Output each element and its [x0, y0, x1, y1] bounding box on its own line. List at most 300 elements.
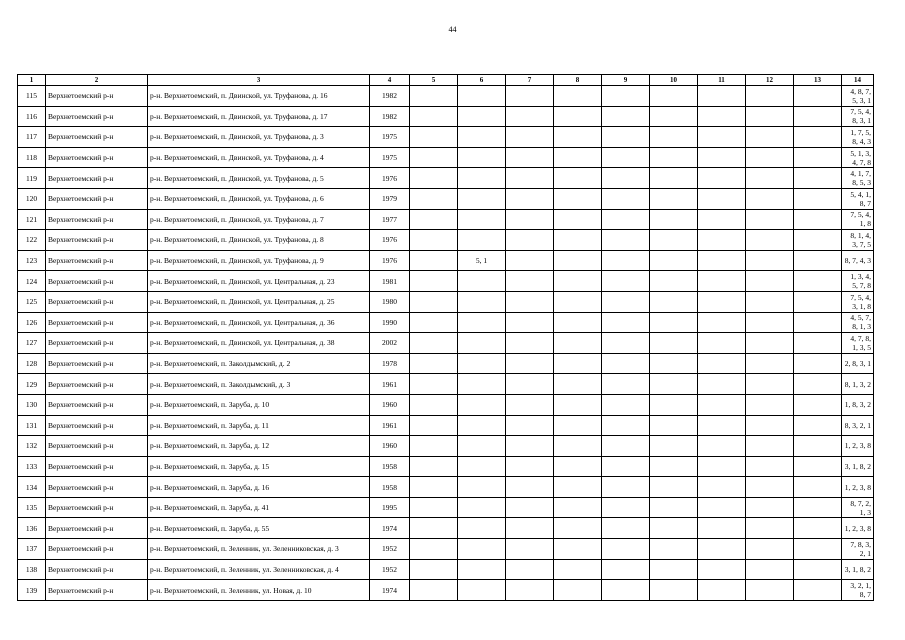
column-header-12: 12 [746, 75, 794, 86]
col7-cell [506, 147, 554, 168]
col9-cell [602, 168, 650, 189]
col5-cell [410, 147, 458, 168]
col12-cell [746, 415, 794, 436]
col8-cell [554, 271, 602, 292]
table-row [18, 127, 874, 148]
col13-cell [794, 415, 842, 436]
table-row [18, 580, 874, 601]
col13-cell [794, 147, 842, 168]
table-row [18, 415, 874, 436]
year-cell: 1952 [370, 539, 410, 560]
col7-cell [506, 188, 554, 209]
district-cell: Верхнетоемский р-н [46, 86, 148, 107]
col10-cell [650, 230, 698, 251]
district-cell: Верхнетоемский р-н [46, 415, 148, 436]
col7-cell [506, 291, 554, 312]
data-table [17, 74, 874, 601]
col10-cell [650, 333, 698, 354]
col11-cell [698, 456, 746, 477]
row-number-cell: 137 [18, 539, 46, 560]
col5-cell [410, 374, 458, 395]
col10-cell [650, 497, 698, 518]
row-number-cell: 128 [18, 353, 46, 374]
col6-cell [458, 415, 506, 436]
year-cell: 1974 [370, 580, 410, 601]
row-number-cell: 125 [18, 291, 46, 312]
col12-cell [746, 353, 794, 374]
district-cell: Верхнетоемский р-н [46, 106, 148, 127]
col9-cell [602, 539, 650, 560]
column-header-8: 8 [554, 75, 602, 86]
row-number-cell: 126 [18, 312, 46, 333]
col10-cell [650, 106, 698, 127]
col5-cell [410, 312, 458, 333]
column-header-9: 9 [602, 75, 650, 86]
district-cell: Верхнетоемский р-н [46, 559, 148, 580]
col11-cell [698, 580, 746, 601]
col11-cell [698, 374, 746, 395]
district-cell: Верхнетоемский р-н [46, 333, 148, 354]
row-number-cell: 118 [18, 147, 46, 168]
col14-cell: 1, 2, 3, 8 [842, 436, 874, 457]
col11-cell [698, 518, 746, 539]
col8-cell [554, 374, 602, 395]
row-number-cell: 130 [18, 394, 46, 415]
col12-cell [746, 209, 794, 230]
row-number-cell: 124 [18, 271, 46, 292]
col7-cell [506, 539, 554, 560]
col6-cell [458, 230, 506, 251]
col10-cell [650, 394, 698, 415]
column-header-14: 14 [842, 75, 874, 86]
col10-cell [650, 415, 698, 436]
address-cell: р-н. Верхнетоемский, п. Двинской, ул. Труфанова, д. 8 [148, 230, 370, 251]
col7-cell [506, 168, 554, 189]
col6-cell [458, 374, 506, 395]
col9-cell [602, 86, 650, 107]
district-cell: Верхнетоемский р-н [46, 353, 148, 374]
table-row [18, 250, 874, 271]
col6-cell [458, 106, 506, 127]
col11-cell [698, 415, 746, 436]
address-cell: р-н. Верхнетоемский, п. Заруба, д. 16 [148, 477, 370, 498]
col6-cell [458, 168, 506, 189]
table-row [18, 436, 874, 457]
col9-cell [602, 147, 650, 168]
district-cell: Верхнетоемский р-н [46, 374, 148, 395]
table-row [18, 353, 874, 374]
col14-cell: 8, 7, 4, 3 [842, 250, 874, 271]
table-row [18, 312, 874, 333]
address-cell: р-н. Верхнетоемский, п. Зеленник, ул. Зеленниковская, д. 4 [148, 559, 370, 580]
col14-cell: 7, 5, 4, 1, 8 [842, 209, 874, 230]
address-cell: р-н. Верхнетоемский, п. Зеленник, ул. Зеленниковская, д. 3 [148, 539, 370, 560]
col13-cell [794, 539, 842, 560]
col10-cell [650, 580, 698, 601]
col9-cell [602, 456, 650, 477]
col11-cell [698, 168, 746, 189]
district-cell: Верхнетоемский р-н [46, 394, 148, 415]
col9-cell [602, 312, 650, 333]
address-cell: р-н. Верхнетоемский, п. Заруба, д. 55 [148, 518, 370, 539]
col13-cell [794, 456, 842, 477]
col5-cell [410, 497, 458, 518]
col5-cell [410, 559, 458, 580]
year-cell: 1958 [370, 477, 410, 498]
row-number-cell: 129 [18, 374, 46, 395]
col14-cell: 4, 5, 7, 8, 1, 3 [842, 312, 874, 333]
col7-cell [506, 580, 554, 601]
col13-cell [794, 250, 842, 271]
address-cell: р-н. Верхнетоемский, п. Заруба, д. 12 [148, 436, 370, 457]
col9-cell [602, 209, 650, 230]
table-row [18, 497, 874, 518]
col13-cell [794, 477, 842, 498]
year-cell: 1961 [370, 415, 410, 436]
col8-cell [554, 312, 602, 333]
year-cell: 1952 [370, 559, 410, 580]
col11-cell [698, 559, 746, 580]
col12-cell [746, 168, 794, 189]
col13-cell [794, 106, 842, 127]
col12-cell [746, 127, 794, 148]
row-number-cell: 117 [18, 127, 46, 148]
col6-cell [458, 456, 506, 477]
col5-cell [410, 456, 458, 477]
col8-cell [554, 106, 602, 127]
col8-cell [554, 559, 602, 580]
col12-cell [746, 374, 794, 395]
district-cell: Верхнетоемский р-н [46, 168, 148, 189]
col10-cell [650, 518, 698, 539]
col13-cell [794, 394, 842, 415]
col13-cell [794, 580, 842, 601]
address-cell: р-н. Верхнетоемский, п. Двинской, ул. Труфанова, д. 5 [148, 168, 370, 189]
col8-cell [554, 333, 602, 354]
col5-cell [410, 333, 458, 354]
col7-cell [506, 333, 554, 354]
col7-cell [506, 497, 554, 518]
address-cell: р-н. Верхнетоемский, п. Двинской, ул. Труфанова, д. 9 [148, 250, 370, 271]
col11-cell [698, 497, 746, 518]
col6-cell [458, 353, 506, 374]
col7-cell [506, 559, 554, 580]
address-cell: р-н. Верхнетоемский, п. Заколдымский, д. 2 [148, 353, 370, 374]
col7-cell [506, 374, 554, 395]
col6-cell [458, 518, 506, 539]
col14-cell: 3, 1, 8, 2 [842, 456, 874, 477]
column-header-13: 13 [794, 75, 842, 86]
address-cell: р-н. Верхнетоемский, п. Двинской, ул. Труфанова, д. 6 [148, 188, 370, 209]
col13-cell [794, 168, 842, 189]
col11-cell [698, 106, 746, 127]
table-row [18, 456, 874, 477]
col5-cell [410, 209, 458, 230]
row-number-cell: 121 [18, 209, 46, 230]
year-cell: 1976 [370, 168, 410, 189]
column-header-5: 5 [410, 75, 458, 86]
col14-cell: 1, 8, 3, 2 [842, 394, 874, 415]
col13-cell [794, 518, 842, 539]
col5-cell [410, 518, 458, 539]
col6-cell [458, 580, 506, 601]
col5-cell [410, 230, 458, 251]
col12-cell [746, 106, 794, 127]
col5-cell [410, 477, 458, 498]
row-number-cell: 136 [18, 518, 46, 539]
row-number-cell: 135 [18, 497, 46, 518]
col11-cell [698, 86, 746, 107]
col12-cell [746, 394, 794, 415]
col13-cell [794, 333, 842, 354]
col8-cell [554, 86, 602, 107]
district-cell: Верхнетоемский р-н [46, 250, 148, 271]
year-cell: 1977 [370, 209, 410, 230]
col13-cell [794, 436, 842, 457]
col12-cell [746, 333, 794, 354]
col12-cell [746, 477, 794, 498]
column-header-4: 4 [370, 75, 410, 86]
row-number-cell: 131 [18, 415, 46, 436]
col8-cell [554, 415, 602, 436]
col12-cell [746, 497, 794, 518]
col5-cell [410, 106, 458, 127]
col7-cell [506, 106, 554, 127]
col8-cell [554, 477, 602, 498]
col13-cell [794, 353, 842, 374]
col12-cell [746, 230, 794, 251]
district-cell: Верхнетоемский р-н [46, 188, 148, 209]
col11-cell [698, 188, 746, 209]
table-row [18, 188, 874, 209]
col8-cell [554, 168, 602, 189]
row-number-cell: 138 [18, 559, 46, 580]
year-cell: 1958 [370, 456, 410, 477]
table-row [18, 147, 874, 168]
table-row [18, 230, 874, 251]
col14-cell: 4, 7, 8, 1, 3, 5 [842, 333, 874, 354]
year-cell: 1975 [370, 147, 410, 168]
col5-cell [410, 188, 458, 209]
col7-cell [506, 86, 554, 107]
district-cell: Верхнетоемский р-н [46, 230, 148, 251]
col8-cell [554, 539, 602, 560]
col8-cell [554, 250, 602, 271]
district-cell: Верхнетоемский р-н [46, 209, 148, 230]
col8-cell [554, 353, 602, 374]
col11-cell [698, 333, 746, 354]
year-cell: 1979 [370, 188, 410, 209]
year-cell: 2002 [370, 333, 410, 354]
col12-cell [746, 147, 794, 168]
col7-cell [506, 127, 554, 148]
col7-cell [506, 271, 554, 292]
district-cell: Верхнетоемский р-н [46, 456, 148, 477]
col13-cell [794, 559, 842, 580]
year-cell: 1975 [370, 127, 410, 148]
col11-cell [698, 147, 746, 168]
col7-cell [506, 436, 554, 457]
page-number: 44 [448, 25, 457, 34]
col8-cell [554, 147, 602, 168]
table-row [18, 86, 874, 107]
col8-cell [554, 580, 602, 601]
row-number-cell: 139 [18, 580, 46, 601]
table-row [18, 518, 874, 539]
column-header-2: 2 [46, 75, 148, 86]
column-header-10: 10 [650, 75, 698, 86]
table-row [18, 559, 874, 580]
col12-cell [746, 539, 794, 560]
table-row [18, 271, 874, 292]
col7-cell [506, 415, 554, 436]
row-number-cell: 123 [18, 250, 46, 271]
col8-cell [554, 188, 602, 209]
year-cell: 1978 [370, 353, 410, 374]
table-row [18, 209, 874, 230]
col8-cell [554, 394, 602, 415]
district-cell: Верхнетоемский р-н [46, 436, 148, 457]
table-row [18, 168, 874, 189]
col10-cell [650, 147, 698, 168]
col5-cell [410, 127, 458, 148]
col9-cell [602, 291, 650, 312]
col6-cell [458, 394, 506, 415]
district-cell: Верхнетоемский р-н [46, 312, 148, 333]
col13-cell [794, 127, 842, 148]
col10-cell [650, 271, 698, 292]
address-cell: р-н. Верхнетоемский, п. Двинской, ул. Труфанова, д. 3 [148, 127, 370, 148]
col8-cell [554, 518, 602, 539]
col9-cell [602, 497, 650, 518]
col6-cell [458, 209, 506, 230]
year-cell: 1982 [370, 106, 410, 127]
year-cell: 1960 [370, 394, 410, 415]
col9-cell [602, 106, 650, 127]
col14-cell: 5, 1, 3, 4, 7, 8 [842, 147, 874, 168]
col13-cell [794, 271, 842, 292]
col7-cell [506, 353, 554, 374]
address-cell: р-н. Верхнетоемский, п. Двинской, ул. Труфанова, д. 16 [148, 86, 370, 107]
col10-cell [650, 86, 698, 107]
col9-cell [602, 580, 650, 601]
col14-cell: 8, 1, 4, 3, 7, 5 [842, 230, 874, 251]
district-cell: Верхнетоемский р-н [46, 271, 148, 292]
row-number-cell: 122 [18, 230, 46, 251]
table-row [18, 539, 874, 560]
district-cell: Верхнетоемский р-н [46, 518, 148, 539]
col6-cell [458, 291, 506, 312]
district-cell: Верхнетоемский р-н [46, 497, 148, 518]
col5-cell [410, 271, 458, 292]
col10-cell [650, 539, 698, 560]
district-cell: Верхнетоемский р-н [46, 127, 148, 148]
col12-cell [746, 312, 794, 333]
col5-cell [410, 353, 458, 374]
col9-cell [602, 333, 650, 354]
col11-cell [698, 539, 746, 560]
col6-cell [458, 333, 506, 354]
col14-cell: 1, 7, 5, 8, 4, 3 [842, 127, 874, 148]
col5-cell [410, 415, 458, 436]
address-cell: р-н. Верхнетоемский, п. Заруба, д. 11 [148, 415, 370, 436]
district-cell: Верхнетоемский р-н [46, 477, 148, 498]
col11-cell [698, 230, 746, 251]
column-header-6: 6 [458, 75, 506, 86]
col7-cell [506, 250, 554, 271]
col9-cell [602, 559, 650, 580]
address-cell: р-н. Верхнетоемский, п. Заруба, д. 10 [148, 394, 370, 415]
col7-cell [506, 312, 554, 333]
col9-cell [602, 271, 650, 292]
col11-cell [698, 436, 746, 457]
col10-cell [650, 209, 698, 230]
col8-cell [554, 230, 602, 251]
address-cell: р-н. Верхнетоемский, п. Двинской, ул. Труфанова, д. 4 [148, 147, 370, 168]
col10-cell [650, 168, 698, 189]
row-number-cell: 134 [18, 477, 46, 498]
col13-cell [794, 230, 842, 251]
col8-cell [554, 456, 602, 477]
header-row [18, 75, 874, 86]
address-cell: р-н. Верхнетоемский, п. Двинской, ул. Центральная, д. 36 [148, 312, 370, 333]
address-cell: р-н. Верхнетоемский, п. Заруба, д. 41 [148, 497, 370, 518]
col9-cell [602, 230, 650, 251]
col8-cell [554, 497, 602, 518]
col7-cell [506, 477, 554, 498]
col6-cell [458, 539, 506, 560]
col5-cell [410, 539, 458, 560]
address-cell: р-н. Верхнетоемский, п. Двинской, ул. Центральная, д. 38 [148, 333, 370, 354]
col10-cell [650, 374, 698, 395]
address-cell: р-н. Верхнетоемский, п. Двинской, ул. Труфанова, д. 17 [148, 106, 370, 127]
col10-cell [650, 127, 698, 148]
col10-cell [650, 250, 698, 271]
col9-cell [602, 518, 650, 539]
col14-cell: 4, 8, 7, 5, 3, 1 [842, 86, 874, 107]
col12-cell [746, 559, 794, 580]
col9-cell [602, 415, 650, 436]
district-cell: Верхнетоемский р-н [46, 147, 148, 168]
col14-cell: 7, 5, 4, 8, 3, 1 [842, 106, 874, 127]
col13-cell [794, 312, 842, 333]
year-cell: 1976 [370, 250, 410, 271]
col13-cell [794, 374, 842, 395]
col10-cell [650, 312, 698, 333]
col9-cell [602, 394, 650, 415]
row-number-cell: 133 [18, 456, 46, 477]
col9-cell [602, 188, 650, 209]
col10-cell [650, 188, 698, 209]
year-cell: 1976 [370, 230, 410, 251]
col14-cell: 1, 2, 3, 8 [842, 477, 874, 498]
table-row [18, 291, 874, 312]
col5-cell [410, 250, 458, 271]
col5-cell [410, 436, 458, 457]
col14-cell: 2, 8, 3, 1 [842, 353, 874, 374]
col6-cell [458, 559, 506, 580]
col14-cell: 8, 1, 3, 2 [842, 374, 874, 395]
col10-cell [650, 559, 698, 580]
col12-cell [746, 291, 794, 312]
year-cell: 1980 [370, 291, 410, 312]
year-cell: 1981 [370, 271, 410, 292]
col13-cell [794, 209, 842, 230]
col14-cell: 8, 7, 2, 1, 3 [842, 497, 874, 518]
col9-cell [602, 250, 650, 271]
column-header-1: 1 [18, 75, 46, 86]
col11-cell [698, 271, 746, 292]
